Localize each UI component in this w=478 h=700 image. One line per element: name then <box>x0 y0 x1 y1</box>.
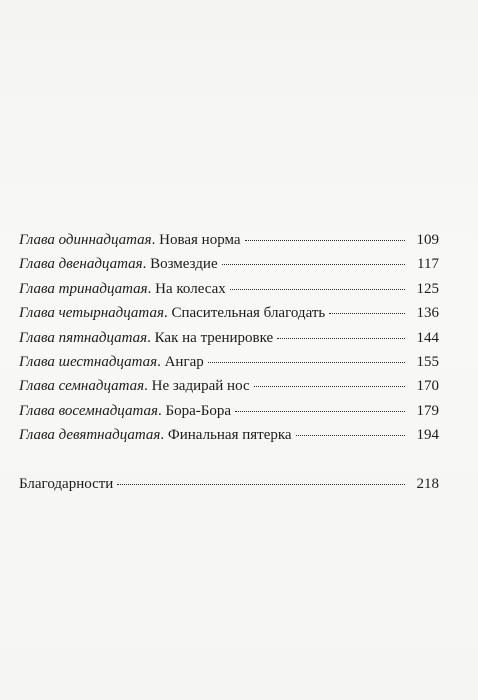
page-number: 117 <box>417 256 439 273</box>
dot-leader <box>117 483 405 485</box>
chapter-title: Как на тренировке <box>154 329 274 346</box>
chapter-title: Новая норма <box>159 232 241 248</box>
chapter-label: Глава тринадцатая <box>19 280 148 297</box>
chapter-label: Глава двенадцатая <box>19 256 143 273</box>
separator: . <box>142 256 151 273</box>
separator: . <box>147 329 155 346</box>
page-number: 170 <box>416 378 439 395</box>
dot-leader <box>329 312 405 314</box>
chapter-label: Глава восемнадцатая <box>19 402 158 419</box>
separator: . <box>163 305 172 322</box>
chapter-label: Глава четырнадцатая <box>19 305 164 322</box>
dot-leader <box>296 434 405 436</box>
dot-leader <box>254 385 405 387</box>
toc-entry <box>19 305 439 329</box>
page-number: 136 <box>416 305 439 322</box>
toc-entry <box>19 330 439 354</box>
separator: . <box>160 427 168 444</box>
separator: . <box>144 378 152 395</box>
toc-entry <box>19 354 439 378</box>
dot-leader <box>230 288 405 290</box>
chapter-title: Спасительная благодать <box>171 305 326 322</box>
toc-entry-acknowledgements <box>19 476 439 500</box>
page-number: 218 <box>416 475 439 492</box>
separator: . <box>147 280 156 297</box>
chapter-label: Глава шестнадцатая <box>19 353 158 370</box>
toc-entry <box>19 403 439 427</box>
page-number: 194 <box>416 427 439 444</box>
toc-entry <box>19 281 439 305</box>
chapter-title: Не задирай нос <box>151 378 250 395</box>
toc-entry <box>19 256 439 280</box>
chapter-title: Финальная пятерка <box>167 427 292 444</box>
separator: . <box>157 402 166 419</box>
dot-leader <box>245 239 405 241</box>
toc-entry <box>19 232 439 256</box>
chapter-label: Глава девятнадцатая <box>19 427 161 444</box>
chapter-title: Бора-Бора <box>165 402 231 419</box>
toc-entry <box>19 427 439 451</box>
dot-leader <box>222 263 405 265</box>
page-number: 155 <box>416 353 439 370</box>
page-number: 179 <box>416 402 439 419</box>
chapter-title: На колесах <box>155 280 226 297</box>
separator: . <box>157 353 165 370</box>
dot-leader <box>208 361 405 363</box>
chapter-title: Возмездие <box>150 256 218 273</box>
chapter-label: Глава одиннадцатая <box>19 232 152 248</box>
chapter-label: Глава семнадцатая <box>19 378 145 395</box>
page-number: 109 <box>416 232 439 248</box>
separator: . <box>151 232 160 248</box>
chapter-label: Глава пятнадцатая <box>19 329 148 346</box>
toc-entry <box>19 378 439 402</box>
page-number: 144 <box>416 329 439 346</box>
acknowledgements-title: Благодарности <box>19 475 114 492</box>
dot-leader <box>235 410 405 412</box>
dot-leader <box>277 337 405 339</box>
chapter-title: Ангар <box>164 353 204 370</box>
table-of-contents <box>19 232 439 500</box>
page-number: 125 <box>416 280 439 297</box>
